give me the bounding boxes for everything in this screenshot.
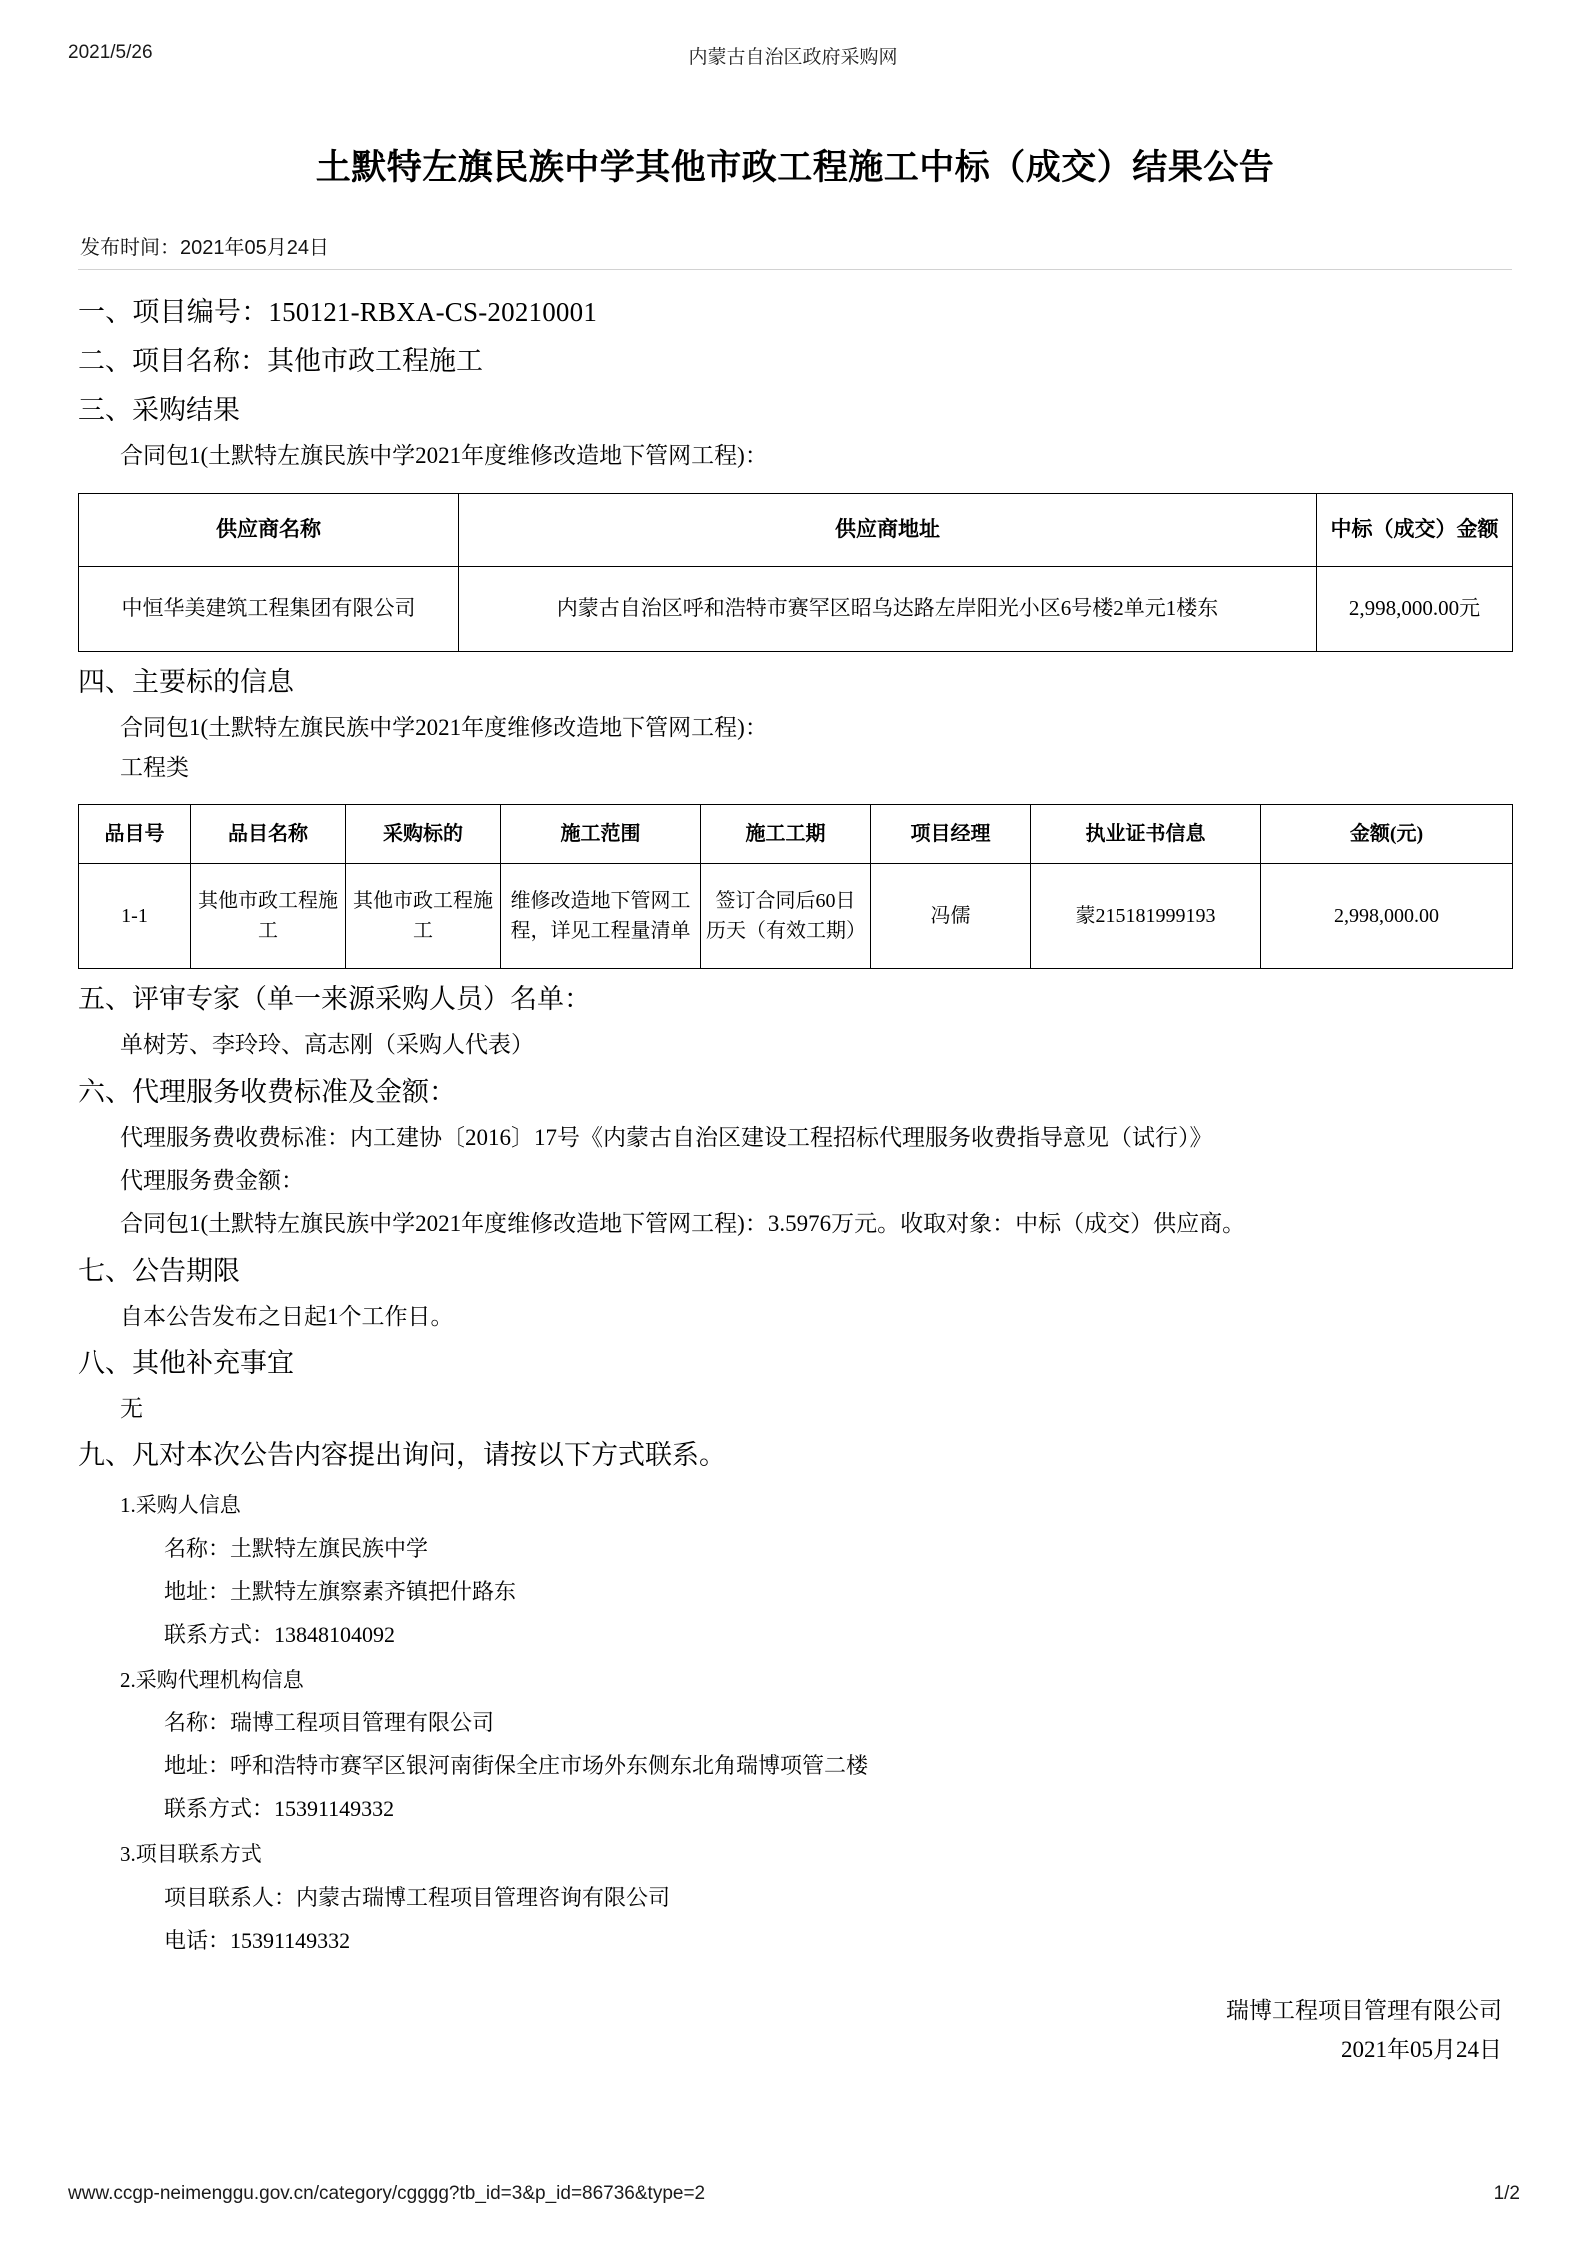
column-header-supplier-address: 供应商地址 — [459, 493, 1317, 566]
column-header-construction-scope: 施工范围 — [501, 805, 701, 864]
section-6-fee-standard: 代理服务费收费标准：内工建协〔2016〕17号《内蒙古自治区建设工程招标代理服务收费指导意见（试行）》 — [120, 1124, 1213, 1150]
section-4-category-line: 工程类 — [120, 755, 189, 781]
section-3-package-line: 合同包1(土默特左旗民族中学2021年度维修改造地下管网工程)： — [120, 443, 768, 469]
section-5-expert-list: 单树芳、李玲玲、高志刚（采购人代表） — [120, 1032, 534, 1058]
section-8-heading: 八、其他补充事宜 — [78, 1348, 294, 1379]
section-3-heading: 三、采购结果 — [78, 395, 240, 426]
document-content — [78, 292, 1512, 2069]
section-6-heading: 六、代理服务收费标准及金额： — [78, 1076, 456, 1107]
section-4-package-line: 合同包1(土默特左旗民族中学2021年度维修改造地下管网工程)： — [120, 714, 768, 740]
agency-name: 名称：瑞博工程项目管理有限公司 — [164, 1710, 495, 1736]
purchaser-contact: 联系方式：13848104092 — [164, 1621, 396, 1647]
section-8-text: 无 — [120, 1396, 143, 1422]
section-7-heading: 七、公告期限 — [78, 1255, 240, 1286]
cell-construction-period: 签订合同后60日历天（有效工期） — [701, 864, 871, 969]
project-contact-phone: 电话：15391149332 — [164, 1927, 351, 1953]
column-header-amount: 金额(元) — [1261, 805, 1513, 864]
agency-address: 地址：呼和浩特市赛罕区银河南街保全庄市场外东侧东北角瑞博项管二楼 — [164, 1753, 869, 1779]
agency-info-index: 2.采购代理机构信息 — [120, 1667, 304, 1692]
column-header-project-manager: 项目经理 — [871, 805, 1031, 864]
section-2-heading: 二、项目名称：其他市政工程施工 — [78, 346, 483, 377]
column-header-award-amount: 中标（成交）金额 — [1317, 493, 1513, 566]
table-row — [79, 864, 1513, 969]
section-7-text: 自本公告发布之日起1个工作日。 — [120, 1303, 454, 1329]
section-6-fee-amount-line: 合同包1(土默特左旗民族中学2021年度维修改造地下管网工程)：3.5976万元。收取对象：中标（成交）供应商。 — [120, 1211, 1246, 1237]
cell-construction-scope: 维修改造地下管网工程，详见工程量清单 — [501, 864, 701, 969]
table-header-row — [79, 493, 1513, 566]
section-5-heading: 五、评审专家（单一来源采购人员）名单： — [78, 984, 591, 1015]
column-header-construction-period: 施工工期 — [701, 805, 871, 864]
project-contact-person: 项目联系人：内蒙古瑞博工程项目管理咨询有限公司 — [164, 1884, 671, 1910]
print-header-site-name: 内蒙古自治区政府采购网 — [688, 47, 898, 68]
print-footer-page-number: 1/2 — [1493, 2183, 1520, 2204]
page-title: 土默特左旗民族中学其他市政工程施工中标（成交）结果公告 — [315, 148, 1275, 187]
section-1-heading: 一、项目编号：150121-RBXA-CS-20210001 — [78, 297, 598, 328]
cell-project-manager: 冯儒 — [871, 864, 1031, 969]
agency-contact: 联系方式：15391149332 — [164, 1796, 395, 1822]
purchaser-info-index: 1.采购人信息 — [120, 1493, 241, 1518]
cell-item-no: 1-1 — [79, 864, 191, 969]
table-row — [79, 566, 1513, 651]
cell-amount: 2,998,000.00 — [1261, 864, 1513, 969]
header-divider — [78, 269, 1512, 270]
main-subject-info-table — [78, 804, 1513, 969]
cell-award-amount: 2,998,000.00元 — [1317, 566, 1513, 651]
cell-item-name: 其他市政工程施工 — [191, 864, 346, 969]
signature-block — [78, 1991, 1512, 2069]
table-header-row — [79, 805, 1513, 864]
cell-supplier-name: 中恒华美建筑工程集团有限公司 — [79, 566, 459, 651]
purchaser-address: 地址：土默特左旗察素齐镇把什路东 — [164, 1578, 517, 1604]
project-contact-index: 3.项目联系方式 — [120, 1842, 262, 1867]
document-body — [78, 120, 1512, 2069]
print-header — [0, 42, 1586, 66]
procurement-result-table — [78, 493, 1513, 652]
print-footer-url: www.ccgp-neimenggu.gov.cn/category/cgggg?tb_id=3&p_id=86736&type=2 — [68, 2183, 706, 2204]
column-header-procurement-subject: 采购标的 — [346, 805, 501, 864]
column-header-item-name: 品目名称 — [191, 805, 346, 864]
section-4-heading: 四、主要标的信息 — [78, 666, 294, 697]
column-header-item-no: 品目号 — [79, 805, 191, 864]
column-header-supplier-name: 供应商名称 — [79, 493, 459, 566]
print-header-date: 2021/5/26 — [68, 42, 153, 63]
print-footer — [0, 2183, 1586, 2207]
purchaser-name: 名称：土默特左旗民族中学 — [164, 1535, 429, 1561]
cell-supplier-address: 内蒙古自治区呼和浩特市赛罕区昭乌达路左岸阳光小区6号楼2单元1楼东 — [459, 566, 1317, 651]
section-6-fee-amount-label: 代理服务费金额： — [120, 1168, 304, 1194]
cell-license-info: 蒙215181999193 — [1031, 864, 1261, 969]
cell-procurement-subject: 其他市政工程施工 — [346, 864, 501, 969]
signature-company: 瑞博工程项目管理有限公司 — [1226, 1997, 1502, 2023]
publish-time: 发布时间：2021年05月24日 — [80, 237, 329, 260]
section-9-heading: 九、凡对本次公告内容提出询问，请按以下方式联系。 — [78, 1440, 726, 1471]
signature-date: 2021年05月24日 — [1341, 2037, 1502, 2063]
column-header-license-info: 执业证书信息 — [1031, 805, 1261, 864]
